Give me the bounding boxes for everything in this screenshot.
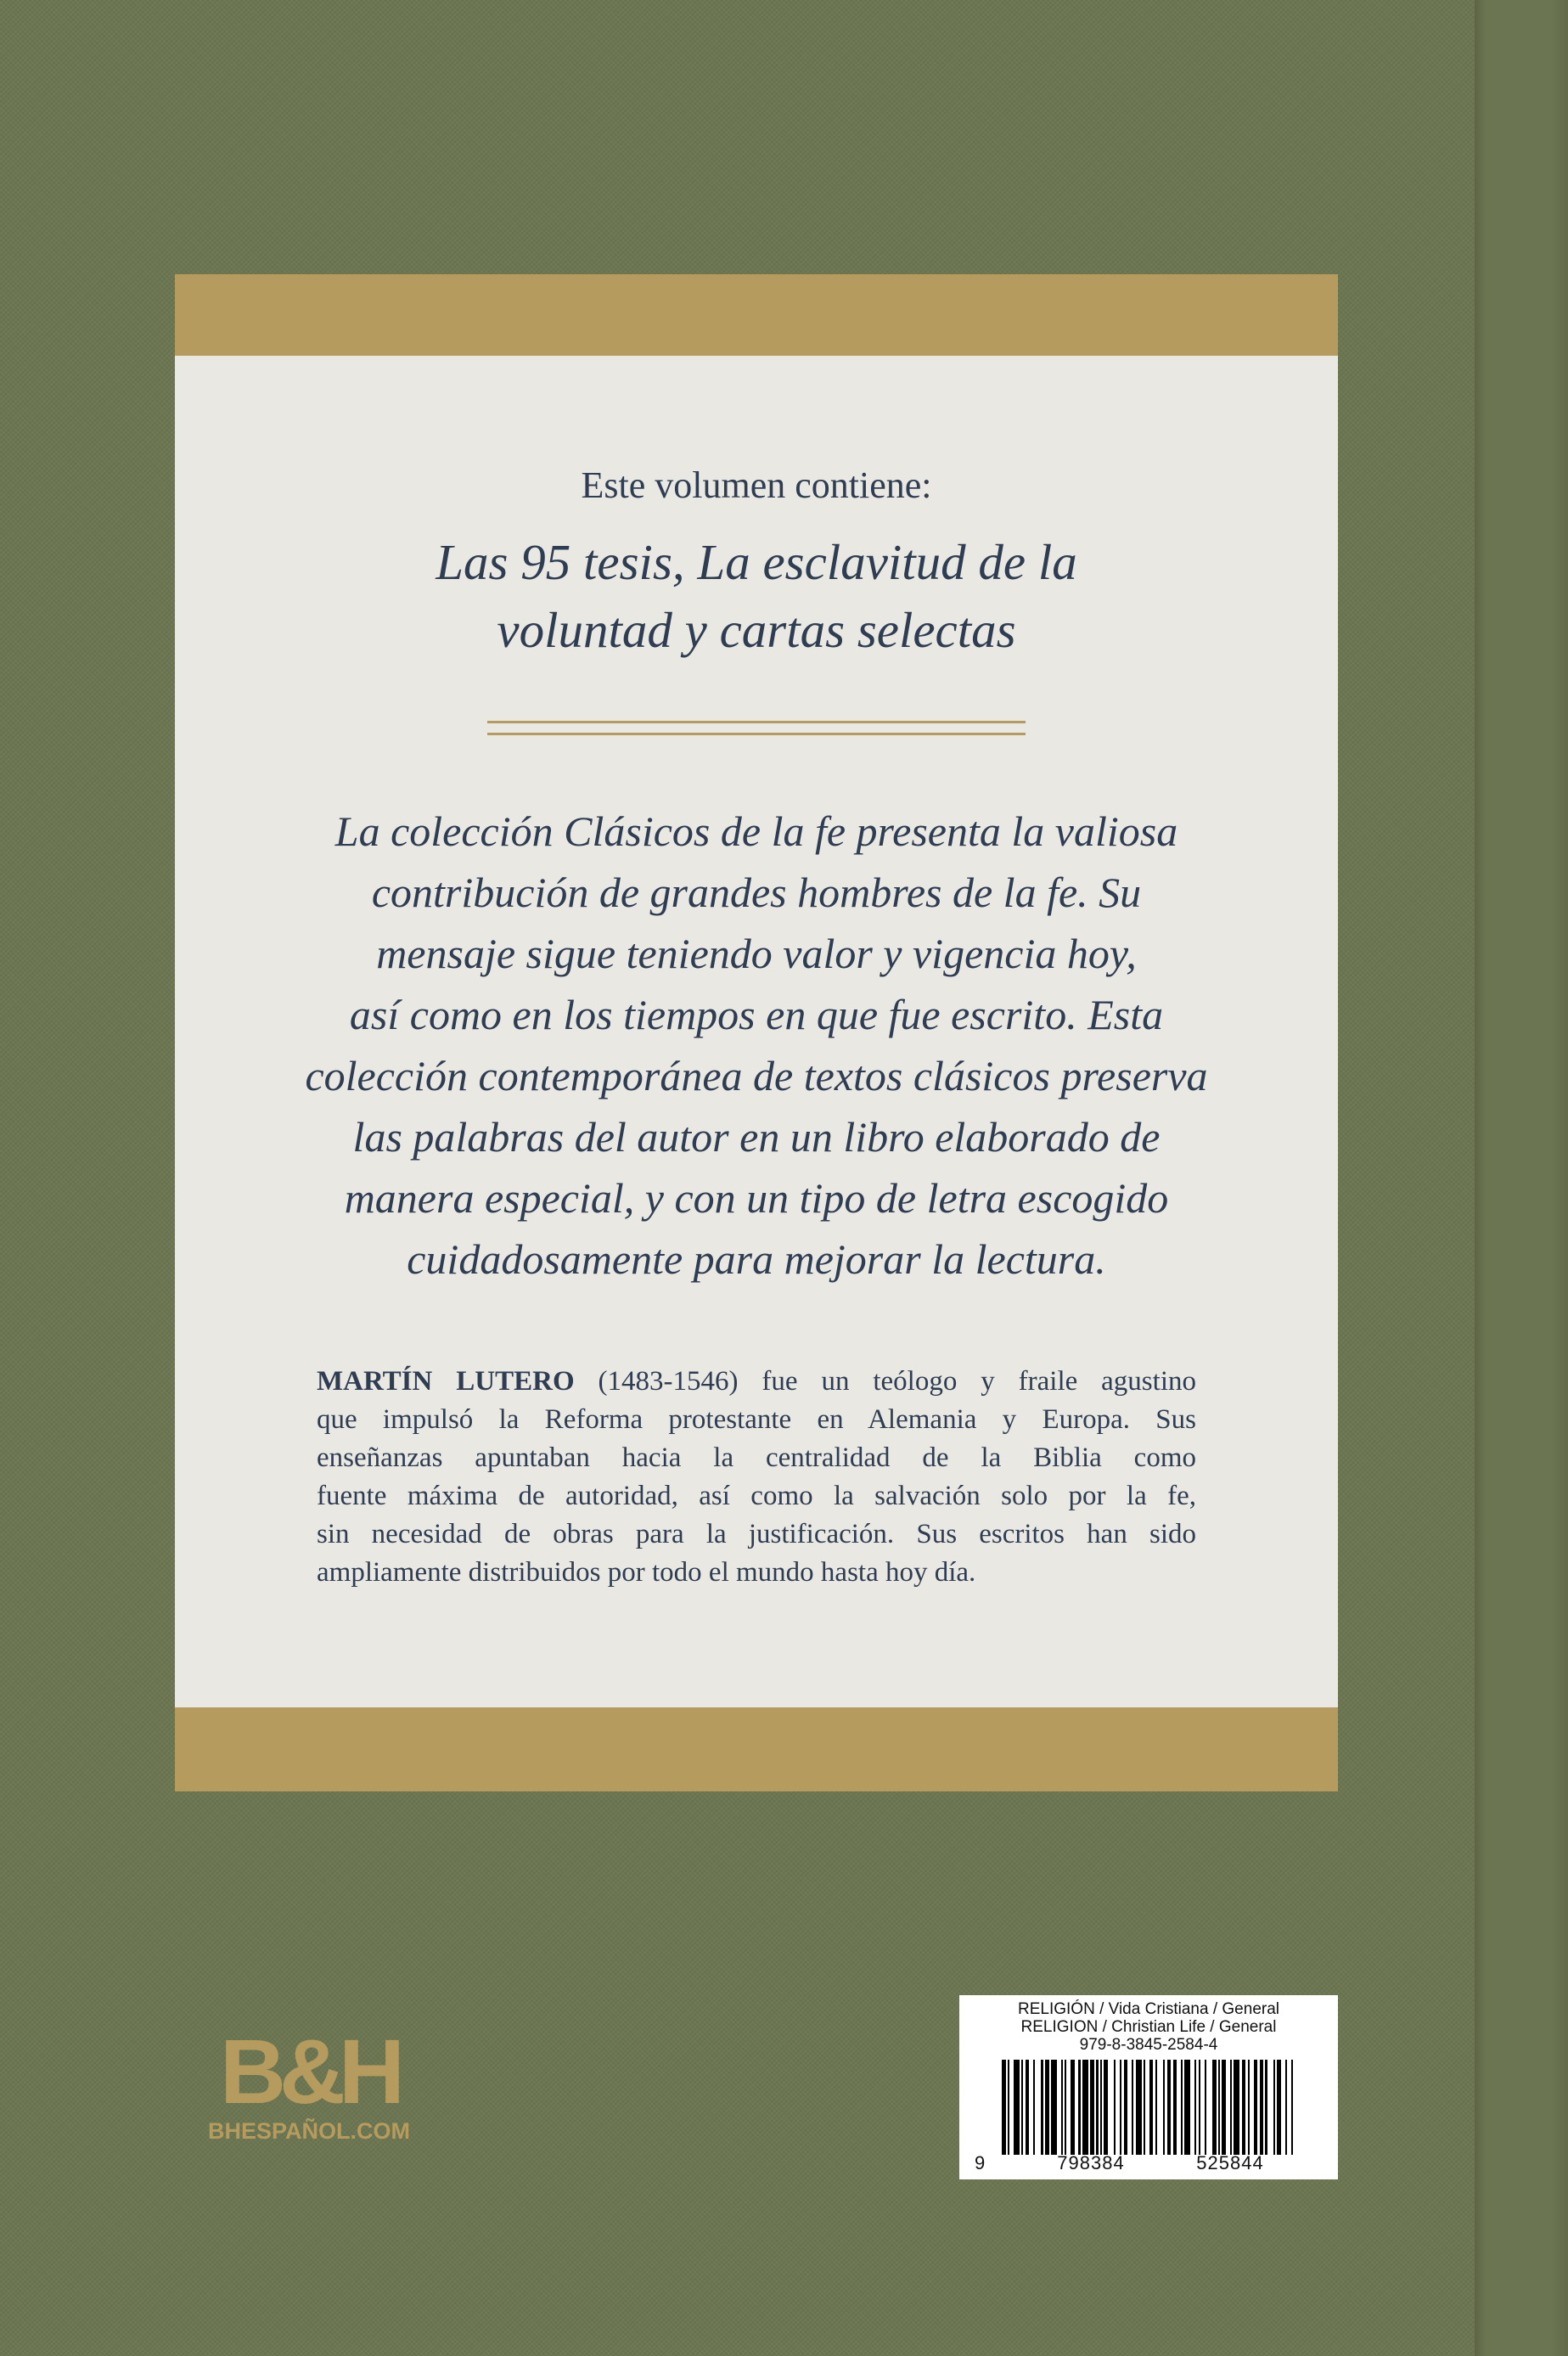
contents-title-line: voluntad y cartas selectas [497, 602, 1016, 658]
publisher-website: BHESPAÑOL.COM [207, 2118, 410, 2144]
barcode-bar [1234, 2060, 1239, 2155]
barcode-bar [1184, 2060, 1190, 2155]
gold-band-bottom [175, 1707, 1338, 1791]
bio-line: que impulsó la Reforma protestante en Alemania y Europa. Sus [317, 1404, 1196, 1435]
barcode-space [1293, 2060, 1295, 2155]
collection-line: colección contemporánea de textos clásicos preserva [305, 1052, 1208, 1099]
isbn-text: 979-8-3845-2584-4 [1079, 2036, 1218, 2054]
collection-line: cuidadosamente para mejorar la lectura. [407, 1235, 1106, 1283]
bio-text: (1483-1546) fue un teólogo y fraile agustino [574, 1366, 1196, 1397]
spine-edge [1475, 0, 1568, 2356]
barcode-space [1108, 2060, 1114, 2155]
bio-line: fuente máxima de autoridad, así como la salvación solo por la fe, [317, 1481, 1196, 1511]
bisac-category-en: RELIGION / Christian Life / General [1020, 2018, 1277, 2036]
barcode-space [1267, 2060, 1273, 2155]
collection-line: mensaje sigue teniendo valor y vigencia hoy, [376, 930, 1137, 977]
barcode-digit-prefix: 9 [975, 2152, 986, 2173]
contents-title [319, 528, 1194, 664]
collection-line: manera especial, y con un tipo de letra escogido [344, 1174, 1169, 1222]
barcode-bar [1136, 2060, 1142, 2155]
barcode-bar [1082, 2060, 1088, 2155]
barcode-label [959, 1995, 1338, 2179]
divider-line [487, 721, 1026, 723]
barcode-space [1035, 2060, 1041, 2155]
barcode-bar [1014, 2060, 1020, 2155]
publisher-logo [207, 2020, 411, 2145]
barcode-digits-left: 798384 [1057, 2152, 1125, 2173]
barcode-bars [1002, 2060, 1295, 2155]
collection-description [285, 801, 1228, 1290]
author-bio [317, 1363, 1196, 1592]
barcode-digits-right: 525844 [1196, 2152, 1264, 2173]
bio-line [317, 1363, 1196, 1401]
bh-logo-mark: B&H [220, 2020, 398, 2123]
bisac-category-es: RELIGIÓN / Vida Cristiana / General [1018, 2000, 1279, 2018]
collection-line: así como en los tiempos en que fue escrito. Esta [349, 991, 1164, 1038]
author-name: MARTÍN LUTERO [317, 1366, 575, 1397]
text-panel [175, 274, 1338, 1791]
collection-line: las palabras del autor en un libro elaborado de [352, 1113, 1161, 1161]
gold-band-top [175, 274, 1338, 356]
bio-line: enseñanzas apuntaban hacia la centralidad de la Biblia como [317, 1442, 1196, 1473]
contents-intro: Este volumen contiene: [581, 464, 932, 506]
contents-title-line: Las 95 tesis, La esclavitud de la [436, 534, 1077, 590]
barcode-bar [1051, 2060, 1057, 2155]
barcode-space [1157, 2060, 1163, 2155]
barcode-space [1206, 2060, 1212, 2155]
divider-line [487, 733, 1026, 735]
bio-line: sin necesidad de obras para la justificación. Sus escritos han sido [317, 1519, 1196, 1549]
collection-line: contribución de grandes hombres de la fe. Su [371, 869, 1142, 916]
bio-line: ampliamente distribuidos por todo el mundo hasta hoy día. [317, 1557, 976, 1588]
collection-line: La colección Clásicos de la fe presenta la valiosa [334, 807, 1178, 855]
